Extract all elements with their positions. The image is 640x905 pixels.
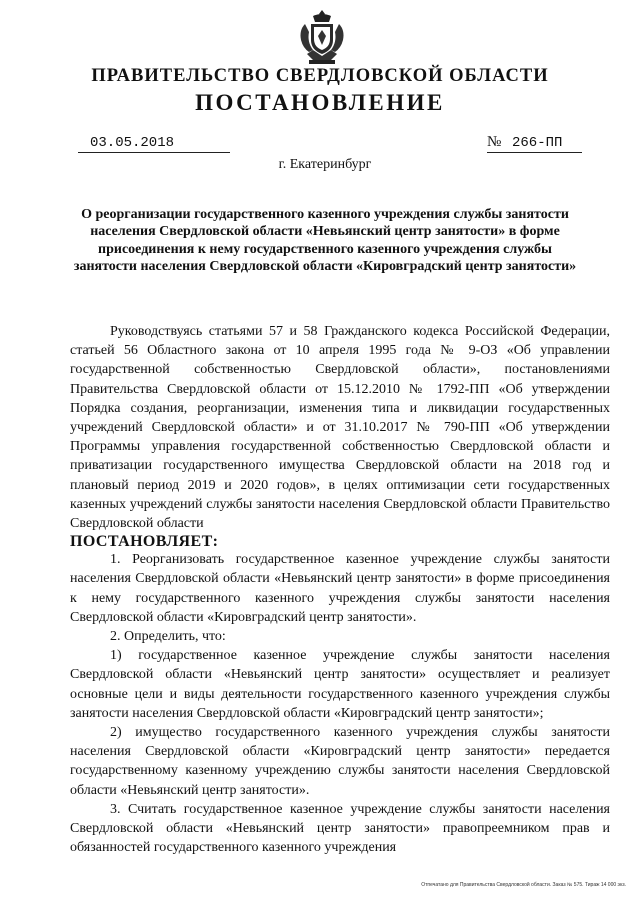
item-3-paragraph: 3. Считать государственное казенное учреждение службы занятости населения Свердловской области «Невьянский центр занятости» правопреемником прав и обязанностей государственного казенного учреждения [70,801,610,856]
resolves-heading: ПОСТАНОВЛЯЕТ: [70,533,219,551]
city: г. Екатеринбург [278,157,372,172]
date-field [78,135,230,153]
document-number: 266-ПП [512,135,563,151]
item-2-1-paragraph: 1) государственное казенное учреждение службы занятости населения Свердловской области «Невьянский центр занятости» осуществляет и реализует основные цели и виды деятельности государственного казенного учреждения службы занятости населения Свердловской области «Кировградский центр занятости»; [70,648,610,721]
document-body [70,322,610,857]
number-field [487,135,582,153]
item-2-paragraph: 2. Определить, что: [110,629,226,645]
item-2-2-paragraph: 2) имущество государственного казенного учреждения службы занятости населения Свердловской области «Кировградский центр занятости» передается государственному казенному учреждению службы занятости населения Свердловской области «Невьянский центр занятости». [70,725,610,798]
document-subject: О реорганизации государственного казенного учреждения службы занятости населения Свердловской области «Невьянский центр занятости» в форме присоединения к нему государственного казенного учреждения службы занятости населения Свердловской области «Кировградский центр занятости» [73,207,577,275]
number-sign: № [487,134,502,150]
coat-of-arms-icon [297,8,347,66]
government-title: ПРАВИТЕЛЬСТВО СВЕРДЛОВСКОЙ ОБЛАСТИ [91,66,549,86]
item-1-paragraph: 1. Реорганизовать государственное казенное учреждение службы занятости населения Свердловской области «Невьянский центр занятости» в форме присоединения к нему государственного казенного учреждения службы занятости населения Свердловской области «Кировградский центр занятости». [70,552,610,625]
document-type: ПОСТАНОВЛЕНИЕ [195,90,445,115]
print-note: Отпечатано для Правительства Свердловской области. Заказ № 575. Тираж 14 000 экз. [421,882,626,888]
document-date: 03.05.2018 [90,135,175,151]
preamble-paragraph: Руководствуясь статьями 57 и 58 Гражданского кодекса Российской Федерации, статьей 56 Областного закона от 10 апреля 1995 года № 9-ОЗ «Об управлении государственной собственностью Свердловской области», постановлениями Правительства Свердловской области от 15.12.2010 № 1792-ПП «Об утверждении Порядка создания, реорганизации, изменения типа и ликвидации государственных учреждений Свердловской области» и от 31.10.2017 № 790-ПП «Об утверждении Программы управления государственной собственностью Свердловской области и приватизации государственного имущества Свердловской области на 2018 год и плановый период 2019 и 2020 годов», в целях оптимизации сети государственных казенных учреждений службы занятости населения Свердловской области Правительство Свердловской области [70,324,610,532]
